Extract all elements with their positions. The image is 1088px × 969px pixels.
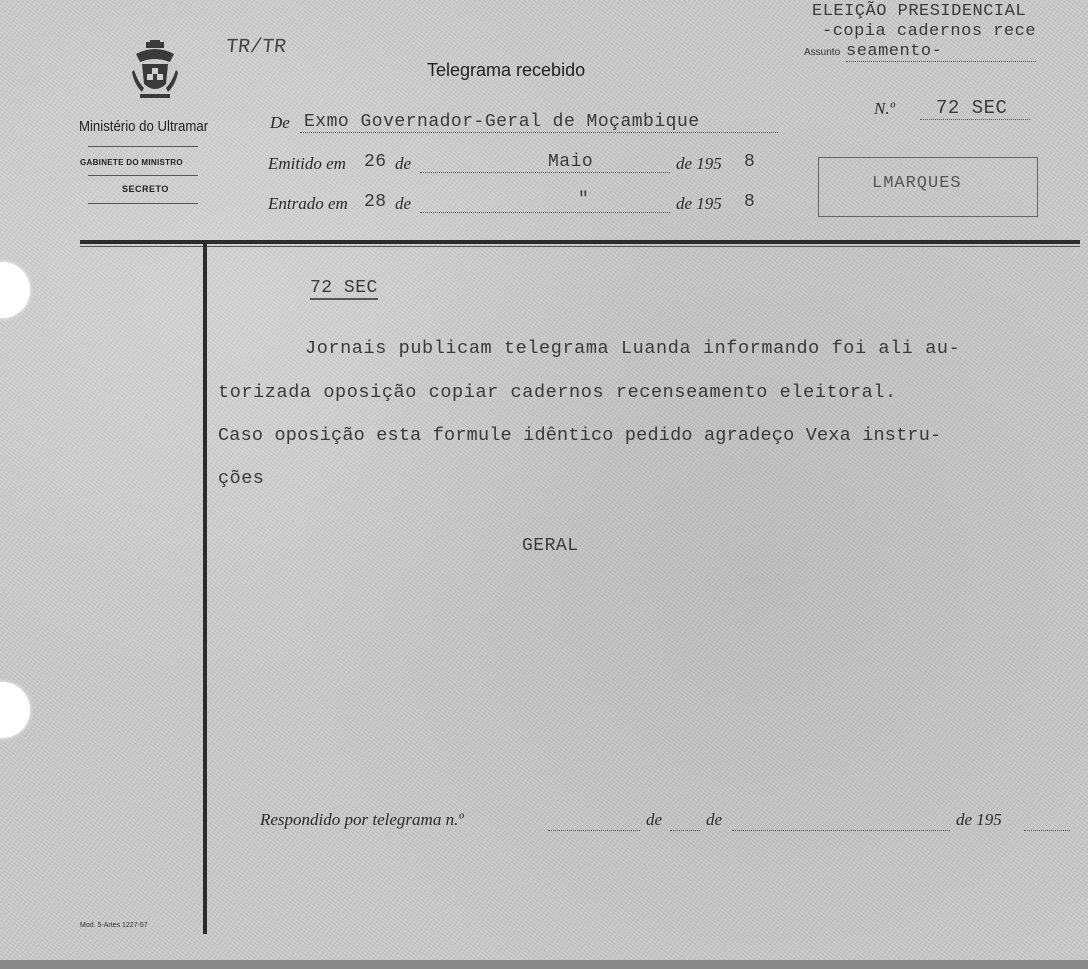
received-year-label: de 195 <box>676 194 722 213</box>
emitted-year-digit: 8 <box>744 152 756 172</box>
received-year-digit: 8 <box>744 192 756 212</box>
answered-year: de 195 <box>956 810 1002 829</box>
subject-line-1: ELEIÇÃO PRESIDENCIAL <box>812 2 1027 21</box>
coat-of-arms-emblem <box>132 40 178 110</box>
answered-month-line <box>732 830 950 831</box>
scan-bottom-edge <box>0 960 1088 969</box>
classification: SECRETO <box>122 184 169 194</box>
body-reference: 72 SEC <box>310 278 378 298</box>
answered-de-2: de <box>706 810 723 829</box>
emitted-year-label: de 195 <box>676 154 722 173</box>
subject-label: Assunto <box>804 47 841 58</box>
header-rule <box>80 240 1080 244</box>
answered-day-line <box>670 830 700 831</box>
body-line-4: ções <box>218 468 265 489</box>
body-line-2: torizada oposição copiar cadernos recenseamento eleitoral. <box>218 382 897 403</box>
answered-number-line <box>548 830 640 831</box>
emitted-label: Emitido em <box>268 154 346 173</box>
received-day: 28 <box>364 192 387 212</box>
answered-de-1: de <box>646 810 663 829</box>
answered-label: Respondido por telegrama n.º <box>260 810 464 829</box>
classification-underline <box>88 203 198 204</box>
subject-line-3: seamento- <box>846 42 1036 62</box>
form-code: TR/TR <box>224 36 288 59</box>
number-label: N.º <box>874 99 895 118</box>
office-name: GABINETE DO MINISTRO <box>80 158 183 167</box>
body-signature: GERAL <box>522 536 579 556</box>
origin-label: De <box>270 113 290 132</box>
number-value: 72 SEC <box>920 97 1030 120</box>
received-month: " <box>578 190 590 210</box>
punch-hole-bottom <box>0 682 30 738</box>
body-line-1: Jornais publicam telegrama Luanda informando foi ali au- <box>305 338 961 359</box>
ministry-underline <box>88 146 198 147</box>
body-line-3: Caso oposição esta formule idêntico pedido agradeço Vexa instru- <box>218 425 942 446</box>
margin-rule <box>203 244 207 934</box>
origin-stamp: LMARQUES <box>872 174 962 193</box>
received-de: de <box>395 194 412 213</box>
subject-line-2: -copia cadernos rece <box>822 22 1037 41</box>
received-month-line <box>420 212 670 213</box>
page-title: Telegrama recebido <box>427 60 586 80</box>
form-model-number: Mod. 5-Artes 1227-57 <box>80 922 148 929</box>
received-label: Entrado em <box>268 194 348 213</box>
answered-year-line <box>1024 830 1070 831</box>
header-rule-thin <box>80 246 1080 247</box>
origin-value: Exmo Governador-Geral de Moçambique <box>300 112 778 133</box>
office-underline <box>88 175 198 176</box>
ministry-name: Ministério do Ultramar <box>79 118 209 135</box>
emitted-day: 26 <box>364 152 387 172</box>
emitted-de: de <box>395 154 412 173</box>
emitted-month-line <box>420 172 670 173</box>
emitted-month: Maio <box>548 152 594 172</box>
punch-hole-top <box>0 262 30 318</box>
